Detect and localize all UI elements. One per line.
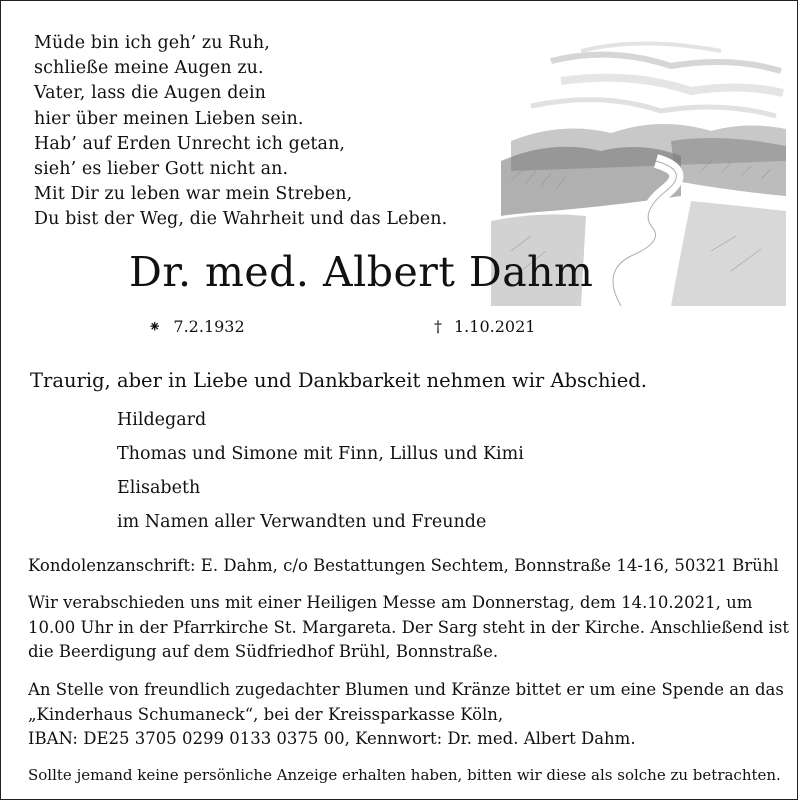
donation-line: An Stelle von freundlich zugedachter Blumen und Kränze bittet er um eine Spende an das [28, 680, 784, 699]
birth-date-line [148, 317, 245, 336]
poem-line: Mit Dir zu leben war mein Streben, [34, 184, 353, 205]
death-date: 1.10.2021 [454, 317, 536, 336]
poem-line: Vater, lass die Augen dein [34, 83, 267, 104]
mourner: Thomas und Simone mit Finn, Lillus und Kimi [117, 444, 524, 464]
farewell-text: Traurig, aber in Liebe und Dankbarkeit nehmen wir Abschied. [30, 369, 647, 392]
notice-text: Sollte jemand keine persönliche Anzeige erhalten haben, bitten wir diese als solche zu betrachten. [28, 766, 781, 784]
mourners-list [117, 403, 524, 539]
funeral-mass-info [28, 591, 789, 665]
mass-line: die Beerdigung auf dem Südfriedhof Brühl, Bonnstraße. [28, 642, 499, 661]
mass-line: Wir verabschieden uns mit einer Heiligen Messe am Donnerstag, dem 14.10.2021, um [28, 593, 753, 612]
poem-line: sieh’ es lieber Gott nicht an. [34, 159, 289, 180]
poem [34, 31, 447, 233]
poem-line: Du bist der Weg, die Wahrheit und das Leben. [34, 209, 448, 230]
poem-line: schließe meine Augen zu. [34, 58, 264, 79]
mourner: Hildegard [117, 410, 207, 430]
mourner: im Namen aller Verwandten und Freunde [117, 512, 487, 532]
birth-star-icon: ⁕ [148, 317, 162, 336]
donation-info [28, 678, 784, 752]
poem-line: Müde bin ich geh’ zu Ruh, [34, 33, 270, 53]
death-cross-icon: † [434, 317, 442, 336]
birth-date: 7.2.1932 [173, 317, 245, 336]
mass-line: 10.00 Uhr in der Pfarrkirche St. Margareta. Der Sarg steht in der Kirche. Anschließend ist [28, 617, 790, 637]
poem-line: Hab’ auf Erden Unrecht ich getan, [34, 133, 346, 154]
death-date-line [434, 317, 535, 336]
condolence-address: Kondolenzanschrift: E. Dahm, c/o Bestattungen Sechtem, Bonnstraße 14-16, 50321 Brühl [28, 556, 779, 575]
donation-line: IBAN: DE25 3705 0299 0133 0375 00, Kennwort: Dr. med. Albert Dahm. [28, 729, 636, 748]
donation-line: „Kinderhaus Schumaneck“, bei der Kreissparkasse Köln, [28, 704, 504, 724]
mourner: Elisabeth [117, 478, 201, 498]
poem-line: hier über meinen Lieben sein. [34, 108, 304, 129]
deceased-name: Dr. med. Albert Dahm [129, 248, 594, 296]
